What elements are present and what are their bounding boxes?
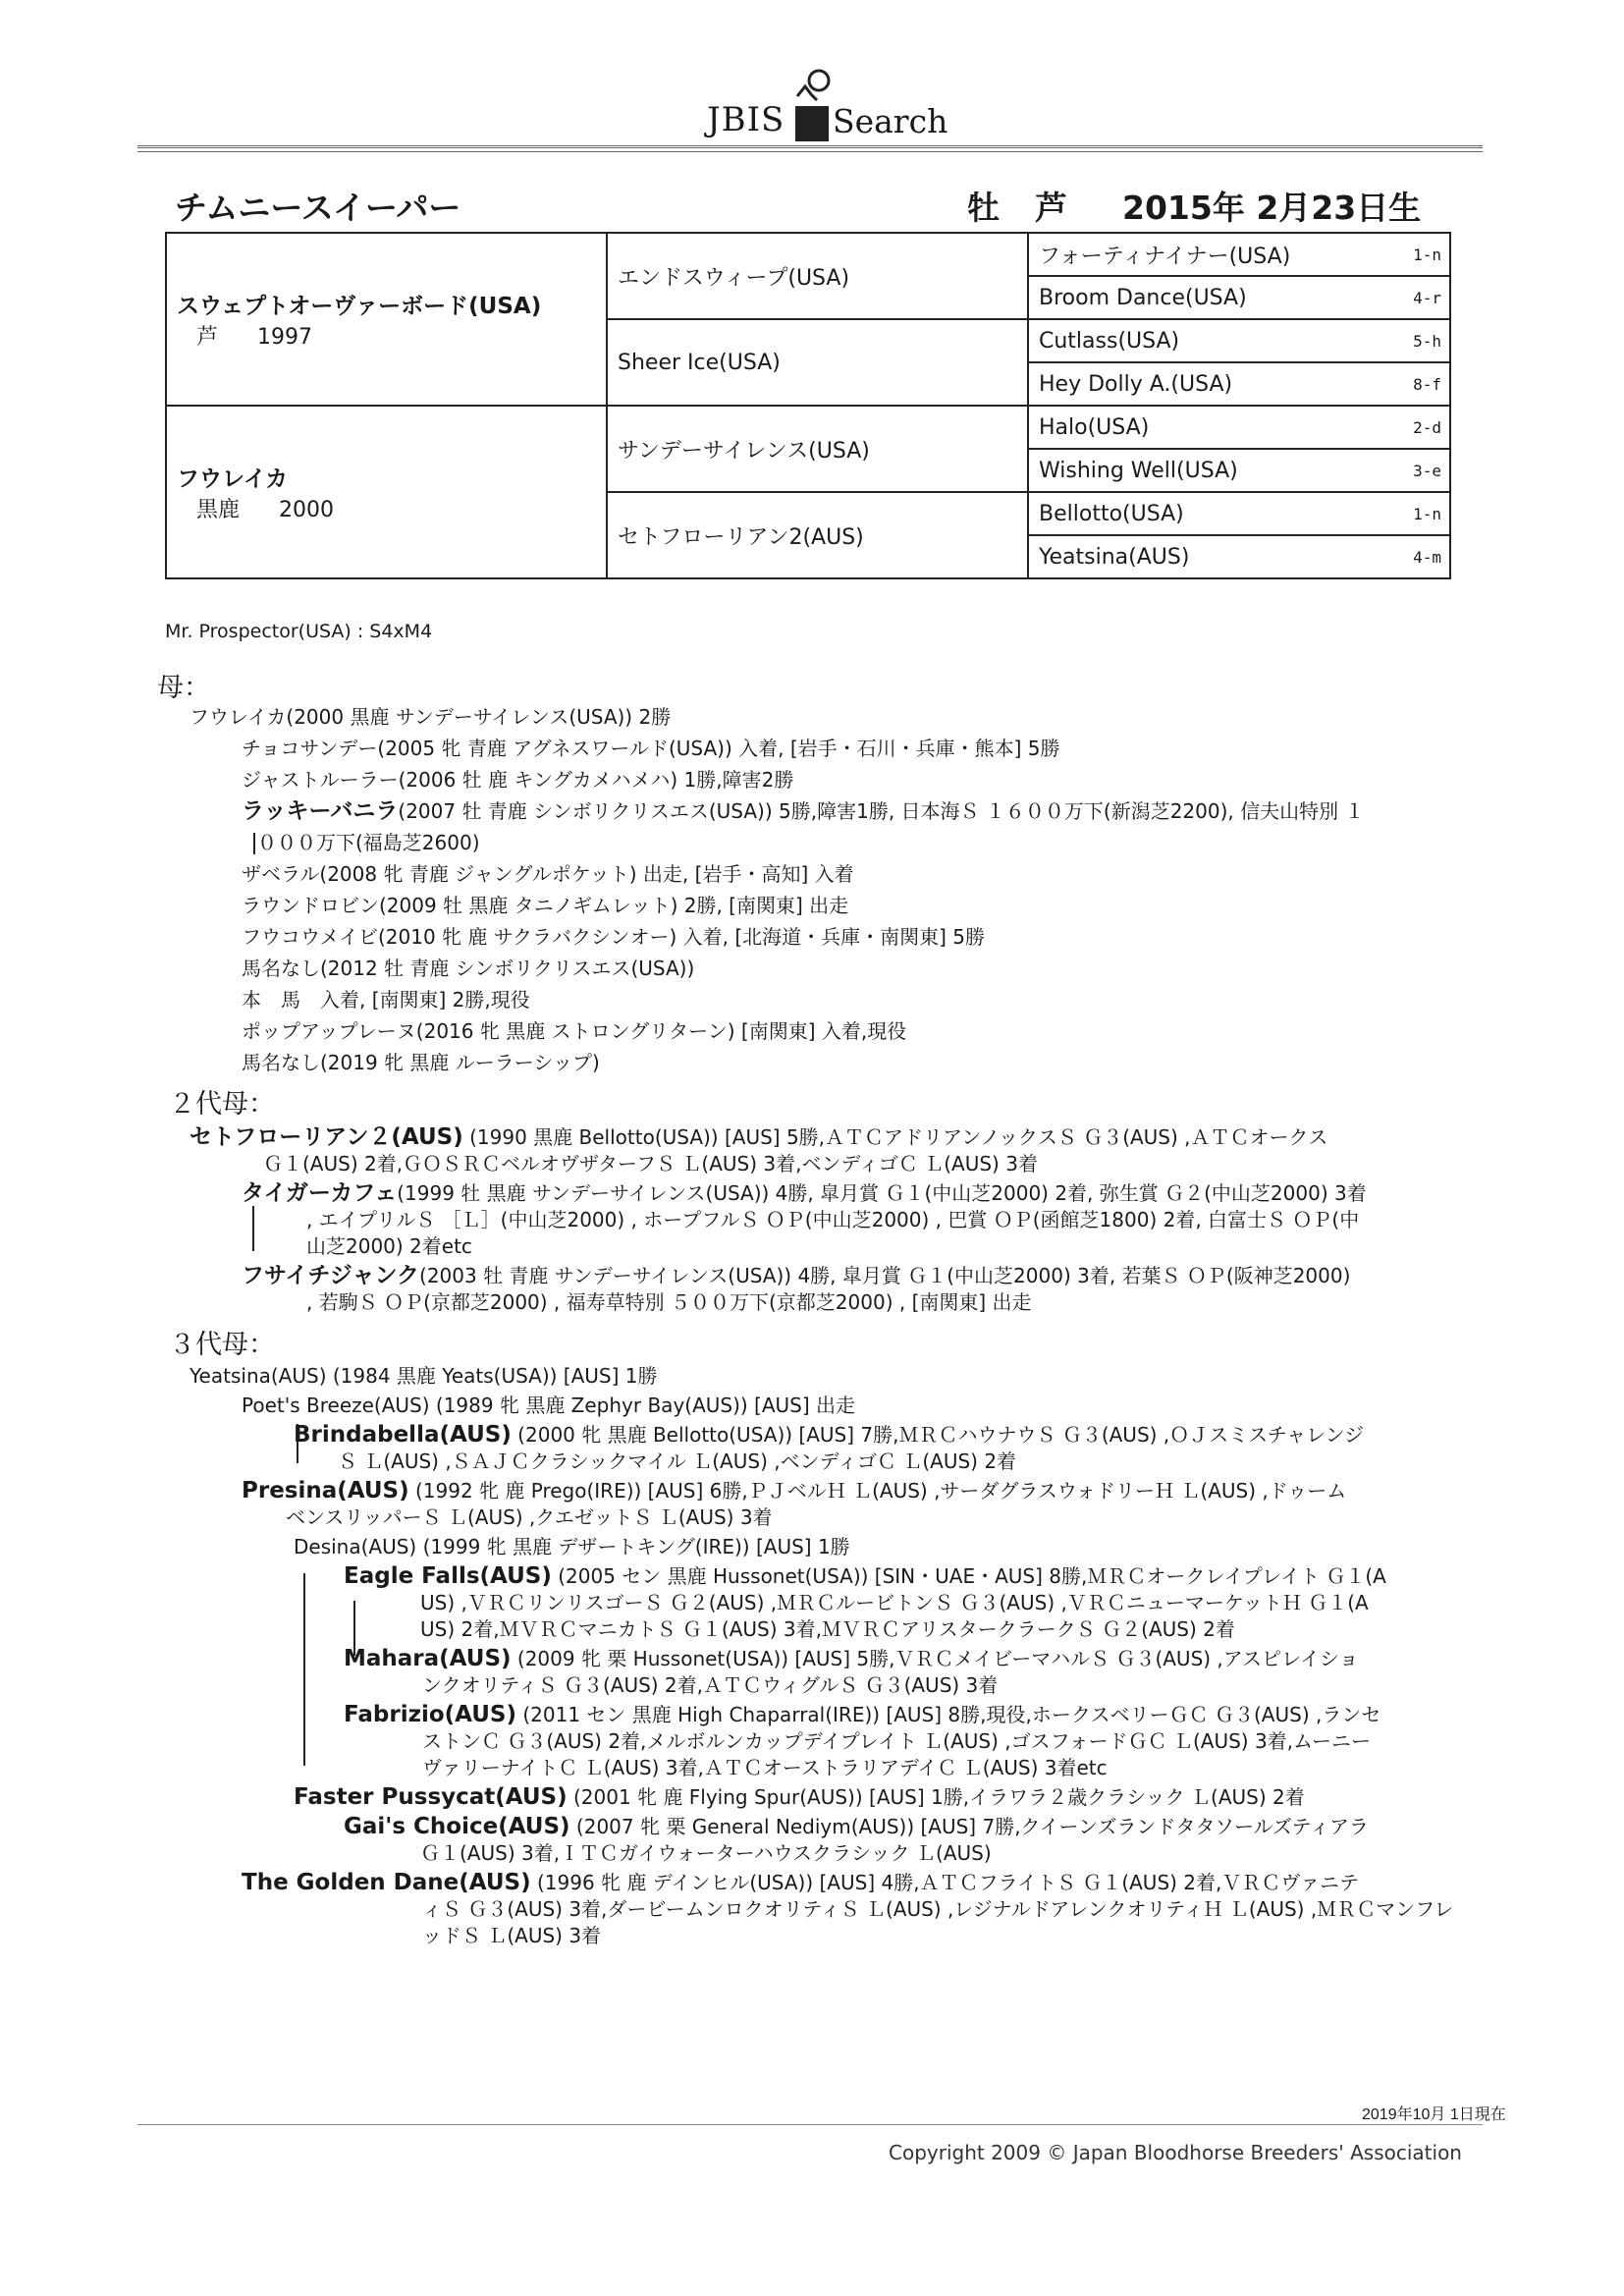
pedigree-gen2-4: セトフローリアン2(AUS)	[607, 492, 1028, 578]
progeny-line	[422, 1672, 998, 1698]
horse-name-bold: ラッキーバニラ	[242, 798, 399, 824]
progeny-line	[242, 956, 694, 981]
jbis-search-logo	[677, 59, 952, 141]
progeny-line	[263, 1151, 1038, 1176]
progeny-line	[242, 861, 854, 887]
progeny-line	[242, 1393, 855, 1418]
progeny-detail: , エイプリルＳ ［Ｌ］(中山芝2000) , ホープフルＳ ＯＰ(中山芝2000) , 巴賞 ＯＰ(函館芝1800) 2着, 白富士Ｓ ＯＰ(中	[306, 1208, 1360, 1231]
family-number: 3-e	[1392, 449, 1450, 492]
dam-year: 2000	[279, 498, 335, 522]
progeny-detail: Ｇ１(AUS) 2着,ＧＯＳＲＣベルオヴザターフＳ Ｌ(AUS) 3着,ベンディゴＣ Ｌ(AUS) 3着	[263, 1152, 1038, 1175]
pedigree-gen3-8: Yeatsina(AUS)	[1028, 535, 1392, 578]
progeny-detail: (1996 牝 鹿 デインヒル(USA)) [AUS] 4勝,ＡＴＣフライトＳ Ｇ１(AUS) 2着,ＶＲＣヴァニテ	[530, 1871, 1360, 1894]
progeny-line	[189, 1124, 1327, 1150]
progeny-detail: 馬名なし(2019 牝 黒鹿 ルーラーシップ)	[242, 1051, 600, 1074]
horse-name-bold: タイガーカフェ	[242, 1180, 398, 1206]
pedigree-gen3-6: Wishing Well(USA)	[1028, 449, 1392, 492]
family-number: 4-r	[1392, 276, 1450, 319]
pedigree-gen2-1: エンドスウィープ(USA)	[607, 233, 1028, 319]
logo-jbis-text: JBIS	[707, 100, 785, 139]
horse-name-bold: The Golden Dane(AUS)	[242, 1870, 531, 1895]
horse-name-bold: Gai's Choice(AUS)	[344, 1814, 570, 1839]
pedigree-gen2-3: サンデーサイレンス(USA)	[607, 406, 1028, 492]
progeny-line	[294, 1784, 1305, 1810]
progeny-detail: フウコウメイビ(2010 牝 鹿 サクラバクシンオー) 入着, [北海道・兵庫・南関東] 5勝	[242, 925, 986, 949]
progeny-detail: (1992 牝 鹿 Prego(IRE)) [AUS] 6勝,ＰＪベルＨ Ｌ(AUS) ,サーダグラスウォドリーＨ Ｌ(AUS) ,ドゥーム	[408, 1479, 1347, 1503]
horse-birthdate: 2015年 2月23日生	[1122, 189, 1422, 227]
progeny-line	[420, 1840, 992, 1866]
progeny-detail: フウレイカ(2000 黒鹿 サンデーサイレンス(USA)) 2勝	[189, 705, 672, 729]
progeny-detail: ストンＣ Ｇ３(AUS) 2着,メルボルンカップデイプレイト Ｌ(AUS) ,ゴスフォードＧＣ Ｌ(AUS) 3着,ムーニー	[422, 1729, 1372, 1753]
progeny-detail: Poet's Breeze(AUS) (1989 牝 黒鹿 Zephyr Bay(AUS)) [AUS] 出走	[242, 1394, 856, 1417]
progeny-detail: 山芝2000) 2着etc	[306, 1234, 472, 1258]
progeny-line	[422, 1728, 1371, 1754]
progeny-detail: ヴァリーナイトＣ Ｌ(AUS) 3着,ＡＴＣオーストラリアデイＣ Ｌ(AUS) 3着etc	[422, 1756, 1108, 1779]
progeny-line	[242, 1870, 1359, 1895]
progeny-line	[242, 767, 793, 793]
pedigree-gen3-1: フォーティナイナー(USA)	[1028, 233, 1392, 276]
progeny-line	[338, 1449, 1016, 1474]
progeny-detail: (2007 牡 青鹿 シンボリクリスエス(USA)) 5勝,障害1勝, 日本海Ｓ １６００万下(新潟芝2200), 信夫山特別 １	[398, 799, 1365, 823]
horse-name-bold: Brindabella(AUS)	[294, 1422, 512, 1448]
progeny-detail: (2007 牝 栗 General Nediym(AUS)) [AUS] 7勝,クイーンズランドタタソールズティアラ	[569, 1815, 1369, 1838]
family-number: 1-n	[1392, 492, 1450, 535]
header-divider	[137, 145, 1483, 152]
horse-name-bold: フサイチジャンク	[242, 1263, 420, 1288]
progeny-detail: (2003 牡 青鹿 サンデーサイレンス(USA)) 4勝, 皐月賞 Ｇ１(中山芝2000) 3着, 若葉Ｓ ＯＰ(阪神芝2000)	[419, 1264, 1351, 1287]
progeny-line	[242, 1018, 906, 1044]
progeny-detail: ベンスリッパーＳ Ｌ(AUS) ,クエゼットＳ Ｌ(AUS) 3着	[286, 1505, 773, 1529]
dam-info	[177, 493, 596, 523]
horse-name-bold: Fabrizio(AUS)	[344, 1702, 517, 1727]
progeny-line	[189, 704, 671, 730]
progeny-line	[306, 1233, 472, 1259]
horse-name-bold: セトフローリアン２(AUS)	[189, 1124, 463, 1150]
copyright-text: Copyright 2009 © Japan Bloodhorse Breeders' Association	[889, 2141, 1462, 2164]
family-number: 4-m	[1392, 535, 1450, 578]
progeny-line	[242, 1263, 1350, 1288]
horse-name: チムニースイーパー	[175, 189, 461, 227]
horse-name-bold: Eagle Falls(AUS)	[344, 1563, 552, 1589]
progeny-line	[306, 1207, 1359, 1232]
progeny-detail: Yeatsina(AUS) (1984 黒鹿 Yeats(USA)) [AUS] 1勝	[189, 1364, 658, 1388]
pedigree-table	[165, 232, 1451, 579]
tree-bar	[253, 833, 255, 854]
progeny-detail: ポップアップレーヌ(2016 牝 黒鹿 ストロングリターン) [南関東] 入着,現役	[242, 1019, 907, 1043]
horse-name-bold: Presina(AUS)	[242, 1478, 409, 1503]
progeny-line	[306, 1289, 1032, 1315]
progeny-line	[242, 893, 848, 918]
progeny-detail: US) ,ＶＲＣリンリスゴーＳ Ｇ２(AUS) ,ＭＲＣルービトンＳ Ｇ３(AUS) ,ＶＲＣニューマーケットＨ Ｇ１(A	[420, 1591, 1369, 1614]
progeny-line	[242, 924, 985, 950]
family-number: 2-d	[1392, 406, 1450, 449]
pedigree-gen3-4: Hey Dolly A.(USA)	[1028, 362, 1392, 406]
sire-year: 1997	[257, 325, 313, 350]
progeny-detail: ンクオリティＳ Ｇ３(AUS) 2着,ＡＴＣウィグルＳ Ｇ３(AUS) 3着	[422, 1673, 999, 1697]
progeny-line	[286, 1504, 773, 1530]
progeny-detail: ０００万下(福島芝2600)	[257, 831, 480, 854]
footer-divider	[137, 2124, 1483, 2125]
progeny-detail: ジャストルーラー(2006 牡 鹿 キングカメハメハ) 1勝,障害2勝	[242, 768, 794, 792]
progeny-detail: (2001 牝 鹿 Flying Spur(AUS)) [AUS] 1勝,イラワラ２歳クラシック Ｌ(AUS) 2着	[567, 1785, 1305, 1809]
progeny-detail: (1990 黒鹿 Bellotto(USA)) [AUS] 5勝,ＡＴＣアドリアンノックスＳ Ｇ３(AUS) ,ＡＴＣオークス	[462, 1125, 1328, 1149]
progeny-detail: (2005 セン 黒鹿 Hussonet(USA)) [SIN・UAE・AUS] 8勝,ＭＲＣオークレイプレイト Ｇ１(A	[551, 1564, 1386, 1588]
progeny-line	[242, 1050, 600, 1075]
pedigree-gen3-7: Bellotto(USA)	[1028, 492, 1392, 535]
progeny-detail: ッドＳ Ｌ(AUS) 3着	[422, 1924, 602, 1947]
progeny-line	[344, 1702, 1380, 1727]
pedigree-gen2-2: Sheer Ice(USA)	[607, 319, 1028, 406]
progeny-line	[242, 1478, 1346, 1503]
as-of-date: 2019年10月 1日現在	[1362, 2106, 1506, 2123]
logo-search-text: Search	[833, 102, 948, 140]
horse-sex: 牡	[967, 189, 1000, 227]
progeny-detail: 本 馬 入着, [南関東] 2勝,現役	[242, 988, 530, 1011]
sire-name: スウェプトオーヴァーボード(USA)	[177, 294, 542, 319]
progeny-detail: , 若駒Ｓ ＯＰ(京都芝2000) , 福寿草特別 ５００万下(京都芝2000) , [南関東] 出走	[306, 1290, 1032, 1314]
progeny-detail: (1999 牡 黒鹿 サンデーサイレンス(USA)) 4勝, 皐月賞 Ｇ１(中山芝2000) 2着, 弥生賞 Ｇ２(中山芝2000) 3着	[397, 1181, 1367, 1205]
progeny-line	[422, 1896, 1453, 1922]
progeny-line	[294, 1422, 1364, 1448]
tree-bar	[303, 1573, 305, 1766]
horse-color: 芦	[1035, 189, 1067, 227]
tree-bar	[252, 1206, 254, 1251]
progeny-detail: ィＳ Ｇ３(AUS) 3着,ダービームンロクオリティＳ Ｌ(AUS) ,レジナルドアレンクオリティＨ Ｌ(AUS) ,ＭＲＣマンフレ	[422, 1897, 1454, 1921]
inbreeding-note: Mr. Prospector(USA) : S4xM4	[165, 621, 433, 642]
family-number: 5-h	[1392, 319, 1450, 362]
progeny-detail: チョコサンデー(2005 牝 青鹿 アグネスワールド(USA)) 入着, [岩手・石川・兵庫・熊本] 5勝	[242, 737, 1060, 760]
progeny-line	[422, 1755, 1108, 1780]
progeny-detail: ラウンドロビン(2009 牡 黒鹿 タニノギムレット) 2勝, [南関東] 出走	[242, 894, 849, 917]
progeny-line	[422, 1923, 601, 1948]
progeny-detail: (2000 牝 黒鹿 Bellotto(USA)) [AUS] 7勝,ＭＲＣハウナウＳ Ｇ３(AUS) ,ＯＪスミスチャレンジ	[511, 1423, 1365, 1447]
family-number: 8-f	[1392, 362, 1450, 406]
progeny-detail: Ｓ Ｌ(AUS) ,ＳＡＪＣクラシックマイル Ｌ(AUS) ,ベンディゴＣ Ｌ(AUS) 2着	[338, 1449, 1017, 1473]
pedigree-gen3-2: Broom Dance(USA)	[1028, 276, 1392, 319]
progeny-detail: Ｇ１(AUS) 3着,ＩＴＣガイウォーターハウスクラシック Ｌ(AUS)	[420, 1841, 992, 1865]
progeny-line	[189, 1363, 658, 1389]
pedigree-gen3-3: Cutlass(USA)	[1028, 319, 1392, 362]
progeny-detail: ザベラル(2008 牝 青鹿 ジャングルポケット) 出走, [岩手・高知] 入着	[242, 862, 854, 886]
family-number: 1-n	[1392, 233, 1450, 276]
horse-name-bold: Faster Pussycat(AUS)	[294, 1784, 568, 1810]
dam-name: フウレイカ	[177, 466, 289, 492]
section-dam3-heading: ３代母：	[169, 1330, 275, 1360]
pedigree-gen3-5: Halo(USA)	[1028, 406, 1392, 449]
horse-title-row	[175, 183, 1451, 232]
horse-name-bold: Mahara(AUS)	[344, 1646, 512, 1671]
progeny-line	[242, 736, 1060, 761]
sire-color: 芦	[196, 325, 219, 350]
progeny-detail: US) 2着,ＭＶＲＣマニカトＳ Ｇ１(AUS) 3着,ＭＶＲＣアリスタークラークＳ Ｇ２(AUS) 2着	[420, 1617, 1235, 1641]
progeny-detail: (2009 牝 栗 Hussonet(USA)) [AUS] 5勝,ＶＲＣメイビーマハルＳ Ｇ３(AUS) ,アスピレイショ	[511, 1647, 1359, 1670]
progeny-detail: 馬名なし(2012 牡 青鹿 シンボリクリスエス(USA))	[242, 957, 695, 980]
dam-cell	[166, 406, 607, 578]
progeny-line	[420, 1590, 1369, 1615]
progeny-detail: Desina(AUS) (1999 牝 黒鹿 デザートキング(IRE)) [AUS] 1勝	[294, 1535, 850, 1558]
progeny-line	[242, 1180, 1367, 1206]
progeny-line	[294, 1534, 850, 1559]
horse-magnifier-icon	[791, 67, 835, 143]
progeny-line	[344, 1814, 1369, 1839]
dam-color: 黒鹿	[196, 498, 241, 522]
section-dam2-heading: ２代母：	[169, 1089, 275, 1120]
progeny-line	[257, 830, 480, 855]
progeny-line	[242, 798, 1364, 824]
progeny-line	[242, 987, 530, 1012]
sire-info	[177, 320, 596, 351]
progeny-line	[344, 1646, 1359, 1671]
progeny-detail: (2011 セン 黒鹿 High Chaparral(IRE)) [AUS] 8勝,現役,ホークスベリーＧＣ Ｇ３(AUS) ,ランセ	[516, 1703, 1381, 1726]
section-dam-heading: 母：	[157, 673, 210, 703]
sire-cell	[166, 233, 607, 406]
progeny-line	[420, 1616, 1235, 1642]
progeny-line	[344, 1563, 1386, 1589]
